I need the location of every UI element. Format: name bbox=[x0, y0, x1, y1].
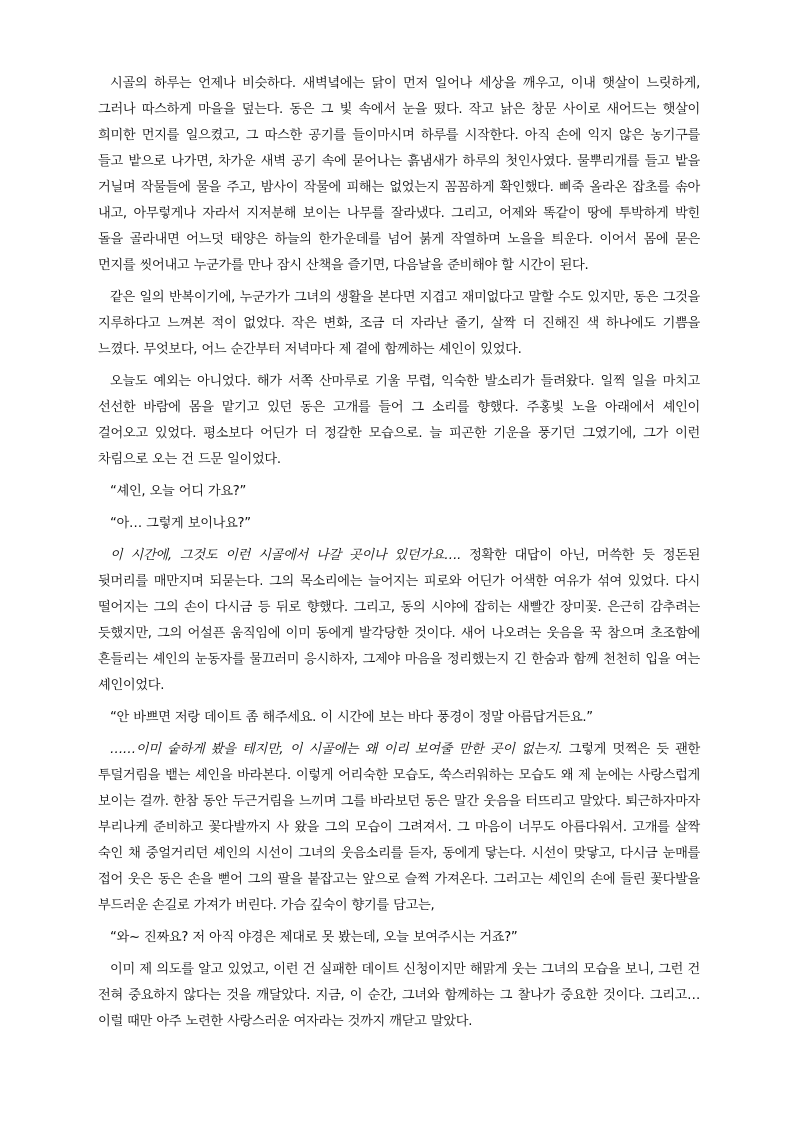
inner-thought-text: ……이미 숱하게 봤을 테지만, 이 시골에는 왜 이리 보여줄 만한 곳이 없는지. bbox=[110, 742, 563, 757]
paragraph-body-text: 정확한 대답이 아닌, 머쓱한 듯 정돈된 뒷머리를 매만지며 되묻는다. 그의 목소리에는 늘어지는 피로와 어딘가 어색한 여유가 섞여 있었다. 다시 떨어지는 그의 손이 다시금 등 뒤로 향했다. 그리고, 동의 시야에 잡히는 새빨간 장미꽃. 은근히 감추려는 듯했지만, 그의 어설픈 움직임에 이미 동에게 발각당한 것이다. 새어 나오려는 웃음을 꾹 참으며 초조함에 흔들리는 셰인의 눈동자를 물끄러미 응시하자, 그제야 마음을 정리했는지 긴 한숨과 함께 천천히 입을 여는 셰인이었다. bbox=[98, 548, 701, 693]
dialog-line-does-it-look: “아… 그렇게 보이나요?” bbox=[110, 516, 251, 531]
paragraph-body-text: 그렇게 멋쩍은 듯 괜한 투덜거림을 뱉는 셰인을 바라본다. 이렇게 어리숙한 모습도, 쑥스러워하는 모습도 왜 제 눈에는 사랑스럽게 보이는 걸까. 한참 동안 두근거림을 느끼며 그를 바라보던 동은 말간 웃음을 터뜨리고 말았다. 퇴근하자마자 부리나케 준비하고 꽃다발까지 사 왔을 그의 모습이 그려져서. 그 마음이 너무도 아름다워서. 고개를 살짝 숙인 채 중얼거리던 셰인의 시선이 그녀의 웃음소리를 듣자, 동에게 닿는다. 시선이 맞닿고, 다시금 눈매를 접어 웃은 동은 손을 뻗어 그의 팔을 붙잡고는 앞으로 슬쩍 가져온다. 그러고는 셰인의 손에 들린 꽃다발을 부드러운 손길로 가져가 버린다. 가슴 깊숙이 향기를 담고는, bbox=[98, 742, 700, 913]
paragraph-shane-arrives: 오늘도 예외는 아니었다. 해가 서쪽 산마루로 기울 무렵, 익숙한 발소리가 들려왔다. 일찍 일을 마치고 선선한 바람에 몸을 맡기고 있던 동은 고개를 들어 그 소리를 향했다. 주홍빛 노을 아래에서 셰인이 걸어오고 있었다. 평소보다 어딘가 더 정갈한 모습으로. 늘 피곤한 기운을 풍기던 그였기에, 그가 이런 차림으로 오는 건 드문 일이었다. bbox=[98, 374, 700, 467]
dialog-line-date-request: “안 바쁘면 저랑 데이트 좀 해주세요. 이 시간에 보는 바다 풍경이 정말 아름답거든요.” bbox=[110, 710, 593, 725]
paragraph-repetition: 같은 일의 반복이기에, 누군가가 그녀의 생활을 본다면 지겹고 재미없다고 말할 수도 있지만, 동은 그것을 지루하다고 느껴본 적이 없었다. 작은 변화, 조금 더 자라난 줄기, 살짝 더 진해진 색 하나에도 기쁨을 느꼈다. 무엇보다, 어느 순간부터 저녁마다 제 곁에 함께하는 셰인이 있었다. bbox=[98, 290, 700, 357]
paragraph-realization: 이미 제 의도를 알고 있었고, 이런 건 실패한 데이트 신청이지만 해맑게 웃는 그녀의 모습을 보니, 그런 건 전혀 중요하지 않다는 것을 깨달았다. 지금, 이 순간, 그녀와 함께하는 그 찰나가 중요한 것이다. 그리고… 이럴 때만 아주 노련한 사랑스러운 여자라는 것까지 깨닫고 말았다. bbox=[98, 962, 700, 1029]
dialog-line-night-view: “와~ 진짜요? 저 아직 야경은 제대로 못 봤는데, 오늘 보여주시는 거죠?” bbox=[110, 930, 518, 945]
inner-thought-text: 이 시간에, 그것도 이런 시골에서 나갈 곳이나 있던가요…. bbox=[110, 548, 461, 563]
paragraph-morning-routine: 시골의 하루는 언제나 비슷하다. 새벽녘에는 닭이 먼저 일어나 세상을 깨우고, 이내 햇살이 느릿하게, 그러나 따스하게 마을을 덮는다. 동은 그 빛 속에서 눈을 떴다. 작고 낡은 창문 사이로 새어드는 햇살이 희미한 먼지를 일으켰고, 그 따스한 공기를 들이마시며 하루를 시작한다. 아직 손에 익지 않은 농기구를 들고 밭으로 나가면, 차가운 새벽 공기 속에 묻어나는 흙냄새가 하루의 첫인사였다. 물뿌리개를 들고 밭을 거닐며 작물들에 물을 주고, 밤사이 작물에 피해는 없었는지 꼼꼼하게 확인했다. 삐죽 올라온 잡초를 솎아 내고, 아무렇게나 자라서 지저분해 보이는 나무를 잘라냈다. 그리고, 어제와 똑같이 땅에 투박하게 박힌 돌을 골라내면 어느덧 태양은 하늘의 한가운데를 넘어 붉게 작열하며 노을을 틔운다. 이어서 몸에 묻은 먼지를 씻어내고 누군가를 만나 잠시 산책을 즐기면, 다음날을 준비해야 할 시간이 된다. bbox=[98, 76, 700, 273]
paragraph-bouquet bbox=[98, 737, 700, 919]
story-page bbox=[98, 71, 700, 1041]
paragraph-rose-hidden bbox=[98, 543, 700, 699]
dialog-line-where-going: “셰인, 오늘 어디 가요?” bbox=[110, 484, 247, 499]
